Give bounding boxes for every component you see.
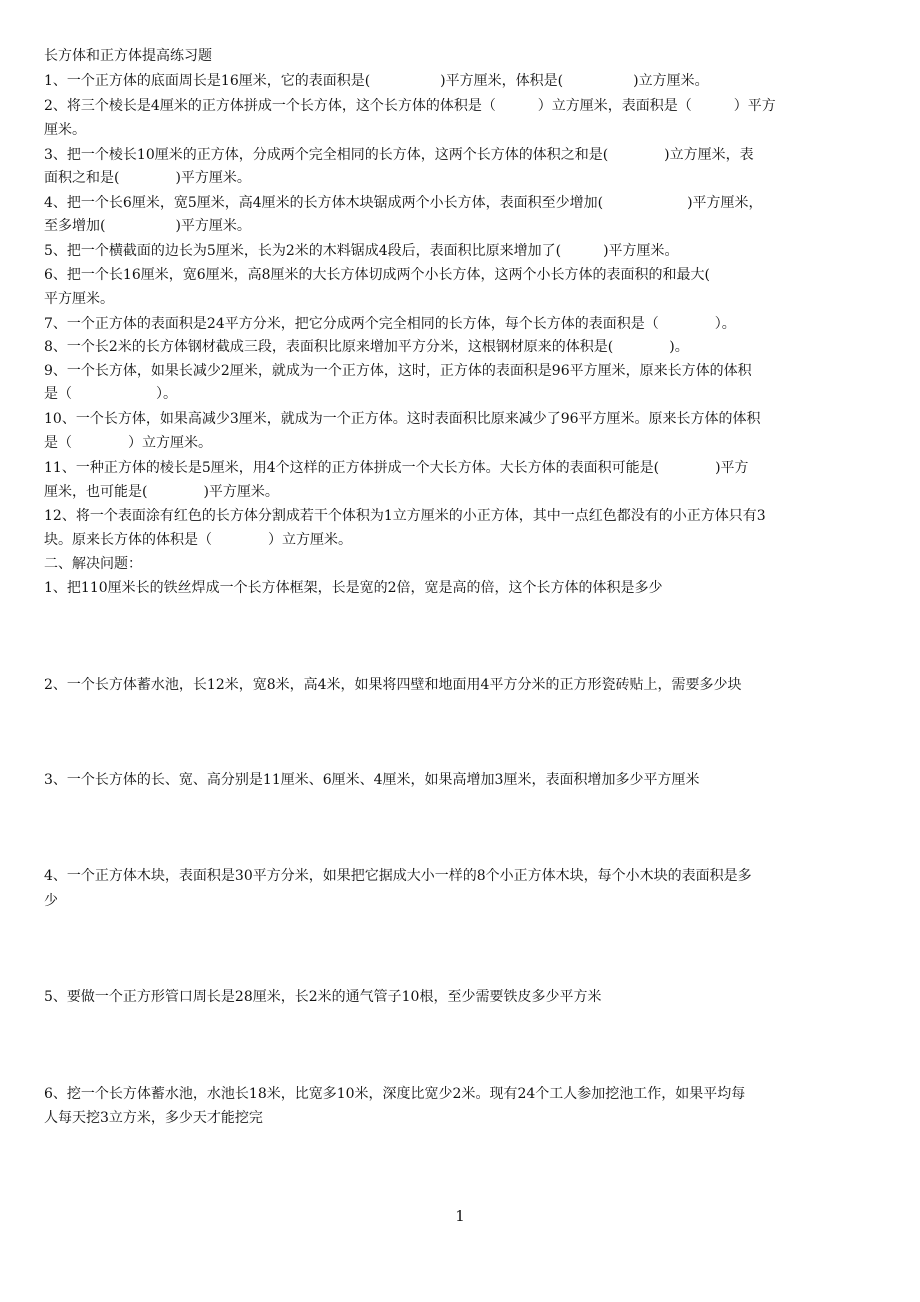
word-problem-6-cont: 人每天挖3立方米，多少天才能挖完 [44, 1110, 263, 1126]
fill-in-question-12: 12、将一个表面涂有红色的长方体分割成若干个体积为1立方厘米的小正方体，其中一点红色都没有的小正方体只有3 [44, 508, 766, 524]
fill-in-question-12-cont: 块。原来长方体的体积是（ ）立方厘米。 [44, 532, 352, 548]
fill-in-question-3-cont: 面积之和是( )平方厘米。 [44, 170, 251, 186]
fill-in-question-11: 11、一种正方体的棱长是5厘米，用4个这样的正方体拼成一个大长方体。大长方体的表面积可能是( )平方 [44, 460, 749, 476]
fill-in-question-3: 3、把一个棱长10厘米的正方体，分成两个完全相同的长方体，这两个长方体的体积之和是( )立方厘米，表 [44, 147, 754, 163]
fill-in-question-1: 1、一个正方体的底面周长是16厘米，它的表面积是( )平方厘米，体积是( )立方厘米。 [44, 73, 709, 89]
fill-in-question-2-cont: 厘米。 [44, 122, 86, 138]
fill-in-question-9-cont: 是（ ）。 [44, 386, 177, 402]
word-problem-3: 3、一个长方体的长、宽、高分别是11厘米、6厘米、4厘米，如果高增加3厘米，表面积增加多少平方厘米 [44, 772, 700, 788]
fill-in-question-7: 7、一个正方体的表面积是24平方分米，把它分成两个完全相同的长方体，每个长方体的表面积是（ ）。 [44, 316, 736, 332]
fill-in-question-11-cont: 厘米，也可能是( )平方厘米。 [44, 484, 279, 500]
fill-in-question-10: 10、一个长方体，如果高减少3厘米，就成为一个正方体。这时表面积比原来减少了96平方厘米。原来长方体的体积 [44, 411, 761, 427]
word-problem-2: 2、一个长方体蓄水池，长12米，宽8米，高4米，如果将四壁和地面用4平方分米的正方形瓷砖贴上，需要多少块 [44, 677, 742, 693]
fill-in-question-5: 5、把一个横截面的边长为5厘米，长为2米的木料锯成4段后，表面积比原来增加了( )平方厘米。 [44, 243, 679, 259]
fill-in-question-6-cont: 平方厘米。 [44, 291, 114, 307]
fill-in-question-6: 6、把一个长16厘米，宽6厘米，高8厘米的大长方体切成两个小长方体，这两个小长方体的表面积的和最大( [44, 267, 710, 283]
word-problem-4: 4、一个正方体木块，表面积是30平方分米，如果把它据成大小一样的8个小正方体木块，每个小木块的表面积是多 [44, 868, 752, 884]
document-title: 长方体和正方体提高练习题 [44, 48, 212, 64]
fill-in-question-2: 2、将三个棱长是4厘米的正方体拼成一个长方体，这个长方体的体积是（ ）立方厘米，表面积是（ ）平方 [44, 98, 776, 114]
fill-in-question-10-cont: 是（ ）立方厘米。 [44, 435, 212, 451]
page-number: 1 [455, 1207, 465, 1225]
fill-in-question-9: 9、一个长方体，如果长减少2厘米，就成为一个正方体，这时，正方体的表面积是96平方厘米，原来长方体的体积 [44, 363, 752, 379]
fill-in-question-4-cont: 至多增加( )平方厘米。 [44, 218, 251, 234]
word-problem-1: 1、把110厘米长的铁丝焊成一个长方体框架，长是宽的2倍，宽是高的倍，这个长方体的体积是多少 [44, 580, 663, 596]
section-2-heading: 二、解决问题： [44, 556, 142, 572]
fill-in-question-4: 4、把一个长6厘米，宽5厘米，高4厘米的长方体木块锯成两个小长方体，表面积至少增加( )平方厘米， [44, 195, 763, 211]
word-problem-4-cont: 少 [44, 893, 58, 909]
fill-in-question-8: 8、一个长2米的长方体钢材截成三段，表面积比原来增加平方分米，这根钢材原来的体积是( )。 [44, 339, 689, 355]
word-problem-5: 5、要做一个正方形管口周长是28厘米，长2米的通气管子10根，至少需要铁皮多少平方米 [44, 989, 602, 1005]
word-problem-6: 6、挖一个长方体蓄水池，水池长18米，比宽多10米，深度比宽少2米。现有24个工人参加挖池工作，如果平均每 [44, 1086, 746, 1102]
